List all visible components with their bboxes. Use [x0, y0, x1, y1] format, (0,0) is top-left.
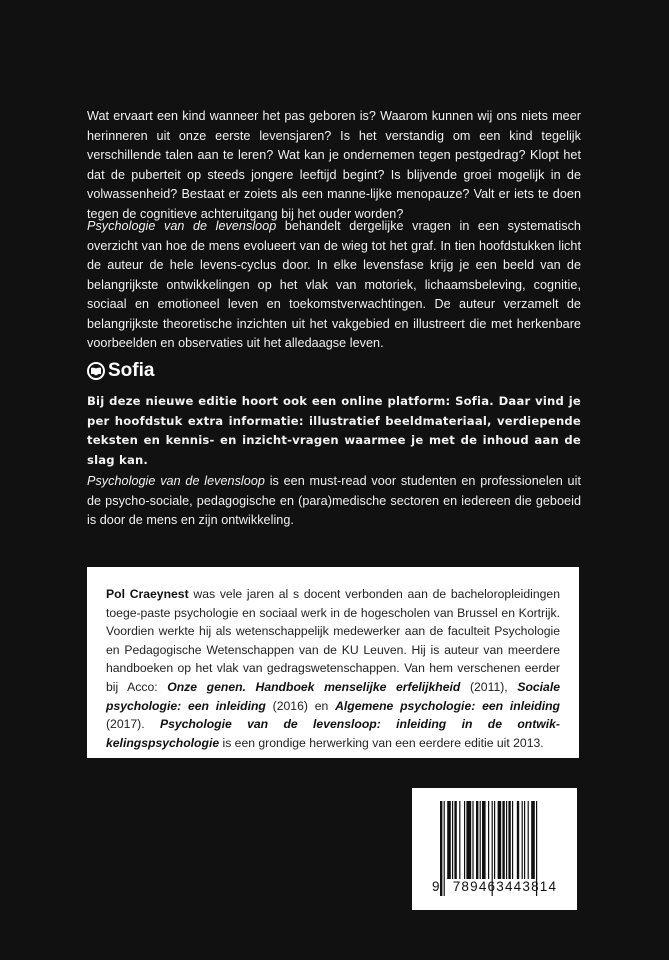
barcode-bar: [524, 801, 525, 879]
bio-text: (2017).: [106, 717, 160, 732]
sofia-paragraph: Bij deze nieuwe editie hoort ook een online platform: Sofia. Daar vind je per hoofdstuk extra informatie: illustratief beeldmateriaal, verdiepende teksten en kennis- en inzicht-vragen waarmee je met de inhoud aan de slag kan.: [87, 394, 581, 467]
book-title: Sociale psychologie: een inleiding: [106, 679, 560, 713]
barcode-bar: [508, 801, 510, 879]
barcode-bar: [476, 801, 478, 879]
bio-text: is een grondige herwerking van een eerdere editie uit 2013.: [219, 735, 544, 750]
description-text: behandelt dergelijke vragen in een systematisch overzicht van hoe de mens evolueert van de wieg tot het graf. In tien hoofdstukken licht de auteur de hele levens-cyclus door. In elke levensfase krijg je een beeld van de belangrijkste ontwikkelingen op het vlak van motoriek, lichaamsbeleving, cognitie, sociaal en emotioneel leven en toekomstverwachtingen. De auteur verzamelt de belangrijkste theoretische inzichten uit het vakgebied en illustreert die met herkenbare voorbeelden en observaties uit het alledaagse leven.: [87, 219, 581, 350]
barcode-bar: [512, 801, 513, 879]
isbn-first-digit: 9: [432, 879, 441, 894]
barcode-bar: [447, 801, 451, 879]
description-paragraph: [87, 217, 581, 354]
barcode-bar: [498, 801, 502, 879]
isbn-digits: 789463443814: [452, 879, 558, 894]
audience-paragraph: [87, 472, 581, 531]
barcode-bar: [482, 801, 486, 879]
book-title: Psychologie van de levensloop: [87, 474, 265, 488]
isbn-barcode: [412, 788, 577, 910]
barcode-bar: [454, 801, 456, 879]
barcode-bar: [488, 801, 489, 879]
sofia-logo: [87, 360, 154, 382]
author-bio: [106, 585, 560, 752]
barcode-bar: [452, 801, 453, 879]
book-title: Onze genen. Handboek menselijke erfelijkheid: [167, 679, 461, 694]
audience-text: is een must-read voor studenten en professionelen uit de psycho-sociale, pedagogische en (para)medische sectoren en iedereen die geboeid is door de mens en zijn ontwikkeling.: [87, 474, 581, 527]
sofia-logo-text: Sofia: [108, 360, 155, 381]
barcode-bar: [528, 801, 529, 879]
book-title: Psychologie van de levensloop: inleiding in de ontwik-kelingspsychologie: [106, 717, 560, 750]
barcode-bar: [472, 801, 473, 879]
book-title: Algemene psychologie: een inleiding: [335, 698, 560, 713]
barcode-bar: [494, 801, 495, 879]
book-icon: [87, 362, 105, 380]
barcode-bar: [531, 801, 535, 879]
barcode-bar: [506, 801, 507, 879]
book-title: Psychologie van de levensloop: [87, 219, 277, 233]
barcode-bar: [522, 801, 523, 879]
author-bio-box: [87, 567, 579, 758]
barcode-bar: [464, 801, 465, 879]
barcode-bar: [459, 801, 460, 879]
intro-paragraph: Wat ervaart een kind wanneer het pas geboren is? Waarom kunnen wij ons niets meer herinneren uit onze eerste levensjaren? Is het verstandig om een kind tegelijk verschillende talen aan te leren? Wat kan je ondernemen tegen pestgedrag? Klopt het dat de puberteit op steeds jongere leeftijd begint? Is blijvende groei mogelijk in de volwassenheid? Bestaat er zoiets als een manne-lijke menopauze? Valt er iets te doen tegen de cognitieve achteruitgang bij het ouder worden?: [87, 109, 581, 221]
barcode-bar: [517, 801, 519, 879]
barcode-bar: [502, 801, 504, 879]
barcode-bar: [480, 801, 481, 879]
bio-text: (2016) en: [265, 698, 336, 713]
barcode-bar: [466, 801, 471, 879]
author-name: Pol Craeynest: [106, 587, 189, 601]
isbn-number: [432, 879, 557, 894]
bio-text: (2011),: [460, 679, 518, 694]
bio-text: was vele jaren al s docent verbonden aan de bacheloropleidingen toege-paste psychologie en sociaal werk in de hogescholen van Brussel en Kortrijk. Voordien werkte hij als wetenschappelijk medewerker aan de faculteit Psychologie en Pedagogische Wetenschappen van de KU Leuven. Hij is auteur van meerdere handboeken op het vlak van gedragswetenschappen. Van hem verschenen eerder bij Acco:: [106, 587, 560, 694]
